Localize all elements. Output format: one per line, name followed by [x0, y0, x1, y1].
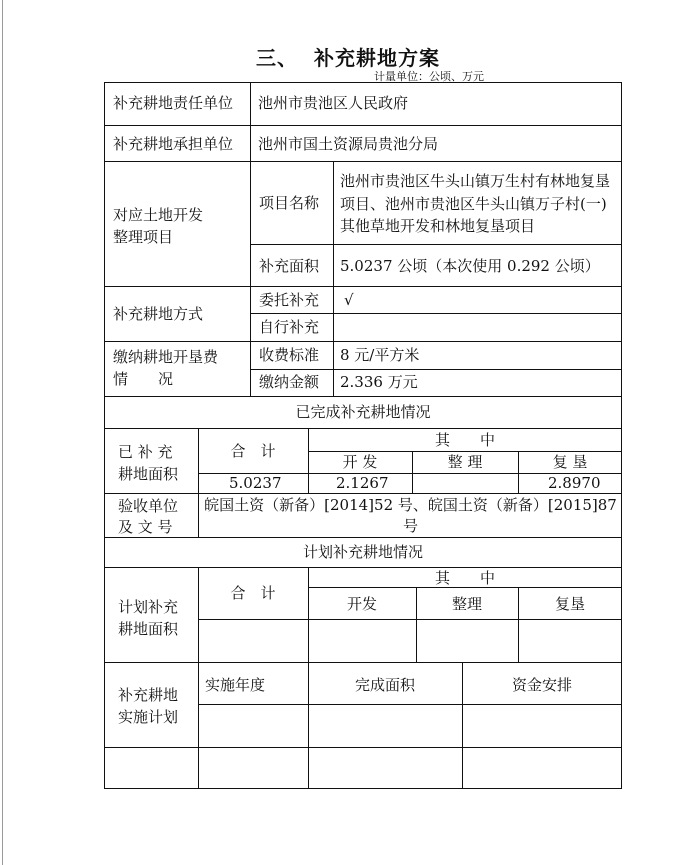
implementation-plan-label-line1: 补充耕地	[118, 686, 179, 704]
completed-of-which-label: 其 中	[434, 431, 495, 449]
planned-arrange-label: 整理	[451, 595, 482, 613]
fee-standard-value: 8 元/平方米	[340, 346, 420, 364]
undertaking-unit-label: 补充耕地承担单位	[113, 135, 234, 153]
column-divider	[333, 161, 334, 396]
row-divider	[198, 619, 622, 620]
section-number: 三、	[256, 46, 298, 70]
row-divider	[104, 396, 622, 397]
completed-total-label: 合 计	[230, 442, 276, 460]
planned-area-label-line1: 计划补充	[118, 598, 179, 616]
completed-area-label-line2: 耕地面积	[118, 465, 179, 483]
fund-arrangement-label: 资金安排	[511, 676, 572, 694]
row-divider	[250, 313, 622, 314]
column-divider	[250, 82, 251, 396]
reclamation-fee-label-line2: 情 况	[113, 370, 174, 388]
page-edge-line	[2, 0, 3, 865]
supplement-area-label: 补充面积	[259, 257, 320, 275]
completed-total-value: 5.0237	[229, 474, 282, 492]
document-title	[0, 42, 696, 71]
fee-amount-value: 2.336 万元	[340, 373, 418, 391]
supplement-method-label: 补充耕地方式	[113, 305, 204, 323]
row-divider	[104, 662, 622, 663]
project-label-line2: 整理项目	[113, 228, 174, 246]
completed-develop-value: 2.1267	[336, 474, 389, 492]
responsible-unit-label: 补充耕地责任单位	[113, 94, 234, 112]
planned-of-which-label: 其 中	[434, 569, 495, 587]
measurement-unit-note: 计量单位：公顷、万元	[374, 70, 484, 83]
responsible-unit-value: 池州市贵池区人民政府	[258, 94, 409, 112]
entrust-check-mark: √	[344, 291, 354, 309]
undertaking-unit-value: 池州市国土资源局贵池分局	[258, 135, 439, 153]
project-name-label: 项目名称	[259, 194, 320, 212]
column-divider	[198, 493, 199, 537]
planned-total-label: 合 计	[230, 584, 276, 602]
entrust-supplement-label: 委托补充	[259, 291, 320, 309]
row-divider	[104, 125, 622, 126]
planned-develop-label: 开发	[346, 595, 377, 613]
row-divider	[198, 704, 622, 705]
supplement-area-value: 5.0237 公顷（本次使用 0.292 公顷）	[340, 257, 600, 275]
row-divider	[104, 161, 622, 162]
acceptance-document-numbers: 皖国土资（新备）[2014]52 号、皖国土资（新备）[2015]87 号	[204, 496, 617, 535]
row-divider	[250, 244, 622, 245]
fee-standard-label: 收费标准	[259, 346, 320, 364]
completed-area-label-line1: 已 补 充	[118, 443, 173, 461]
row-divider	[104, 341, 622, 342]
acceptance-label-line2: 及 文 号	[118, 518, 173, 536]
implementation-year-label: 实施年度	[205, 676, 266, 694]
self-supplement-label: 自行补充	[259, 318, 320, 336]
reclamation-fee-label-line1: 缴纳耕地开垦费	[113, 348, 219, 366]
planned-section-title: 计划补充耕地情况	[302, 543, 423, 561]
fee-amount-label: 缴纳金额	[259, 373, 320, 391]
project-label-line1: 对应土地开发	[113, 206, 204, 224]
completed-area-column-label: 完成面积	[354, 676, 415, 694]
row-divider	[104, 537, 622, 538]
section-title: 补充耕地方案	[314, 46, 440, 70]
completed-arrange-label: 整 理	[447, 453, 483, 471]
planned-reclaim-label: 复垦	[554, 595, 585, 613]
completed-section-title: 已完成补充耕地情况	[295, 403, 431, 421]
planned-area-label-line2: 耕地面积	[118, 620, 179, 638]
completed-reclaim-value: 2.8970	[548, 474, 601, 492]
acceptance-label-line1: 验收单位	[118, 497, 179, 515]
completed-develop-label: 开 发	[342, 453, 378, 471]
implementation-plan-label-line2: 实施计划	[118, 708, 179, 726]
project-name-value: 池州市贵池区牛头山镇万生村有林地复垦项目、池州市贵池区牛头山镇万子村(一)其他草地开发和林地复垦项目	[340, 172, 611, 235]
row-divider	[104, 286, 622, 287]
row-divider	[250, 369, 622, 370]
row-divider	[104, 747, 622, 748]
completed-reclaim-label: 复 垦	[552, 453, 588, 471]
